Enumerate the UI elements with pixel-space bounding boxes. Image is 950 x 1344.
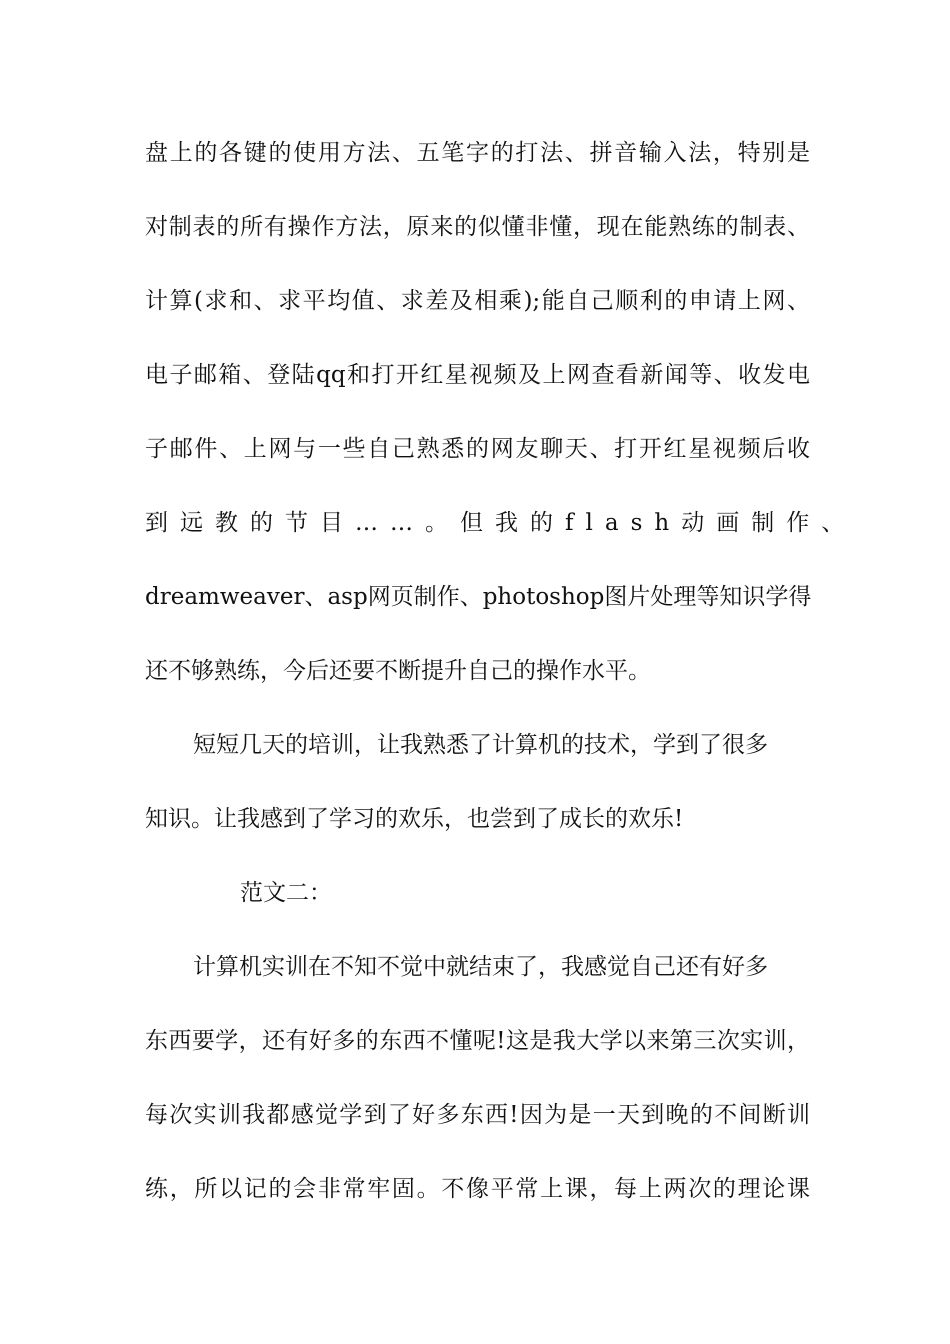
section-heading: 范文二： xyxy=(240,880,332,906)
paragraph-line: 每次实训我都感觉学到了好多东西!因为是一天到晚的不间断训 xyxy=(145,1102,810,1128)
paragraph-line: dreamweaver、asp网页制作、photoshop图片处理等知识学得 xyxy=(145,584,812,610)
paragraph-line: 还不够熟练，今后还要不断提升自己的操作水平。 xyxy=(145,658,651,684)
paragraph-line: 到远教的节目……。但我的flash动画制作、 xyxy=(145,510,857,536)
paragraph-line: 电子邮箱、登陆qq和打开红星视频及上网查看新闻等、收发电 xyxy=(145,362,810,388)
paragraph-line: 练，所以记的会非常牢固。不像平常上课，每上两次的理论课 xyxy=(145,1176,810,1202)
paragraph-line: 短短几天的培训，让我熟悉了计算机的技术，学到了很多 xyxy=(193,732,768,758)
paragraph-line: 子邮件、上网与一些自己熟悉的网友聊天、打开红星视频后收 xyxy=(145,436,810,462)
paragraph-line: 计算(求和、求平均值、求差及相乘);能自己顺利的申请上网、 xyxy=(145,288,810,314)
paragraph-line: 知识。让我感到了学习的欢乐，也尝到了成长的欢乐! xyxy=(145,806,684,832)
paragraph-line: 盘上的各键的使用方法、五笔字的打法、拼音输入法，特别是 xyxy=(145,140,810,166)
paragraph-line: 计算机实训在不知不觉中就结束了，我感觉自己还有好多 xyxy=(193,954,768,980)
paragraph-line: 东西要学，还有好多的东西不懂呢!这是我大学以来第三次实训， xyxy=(145,1028,810,1054)
paragraph-line: 对制表的所有操作方法，原来的似懂非懂，现在能熟练的制表、 xyxy=(145,214,810,240)
